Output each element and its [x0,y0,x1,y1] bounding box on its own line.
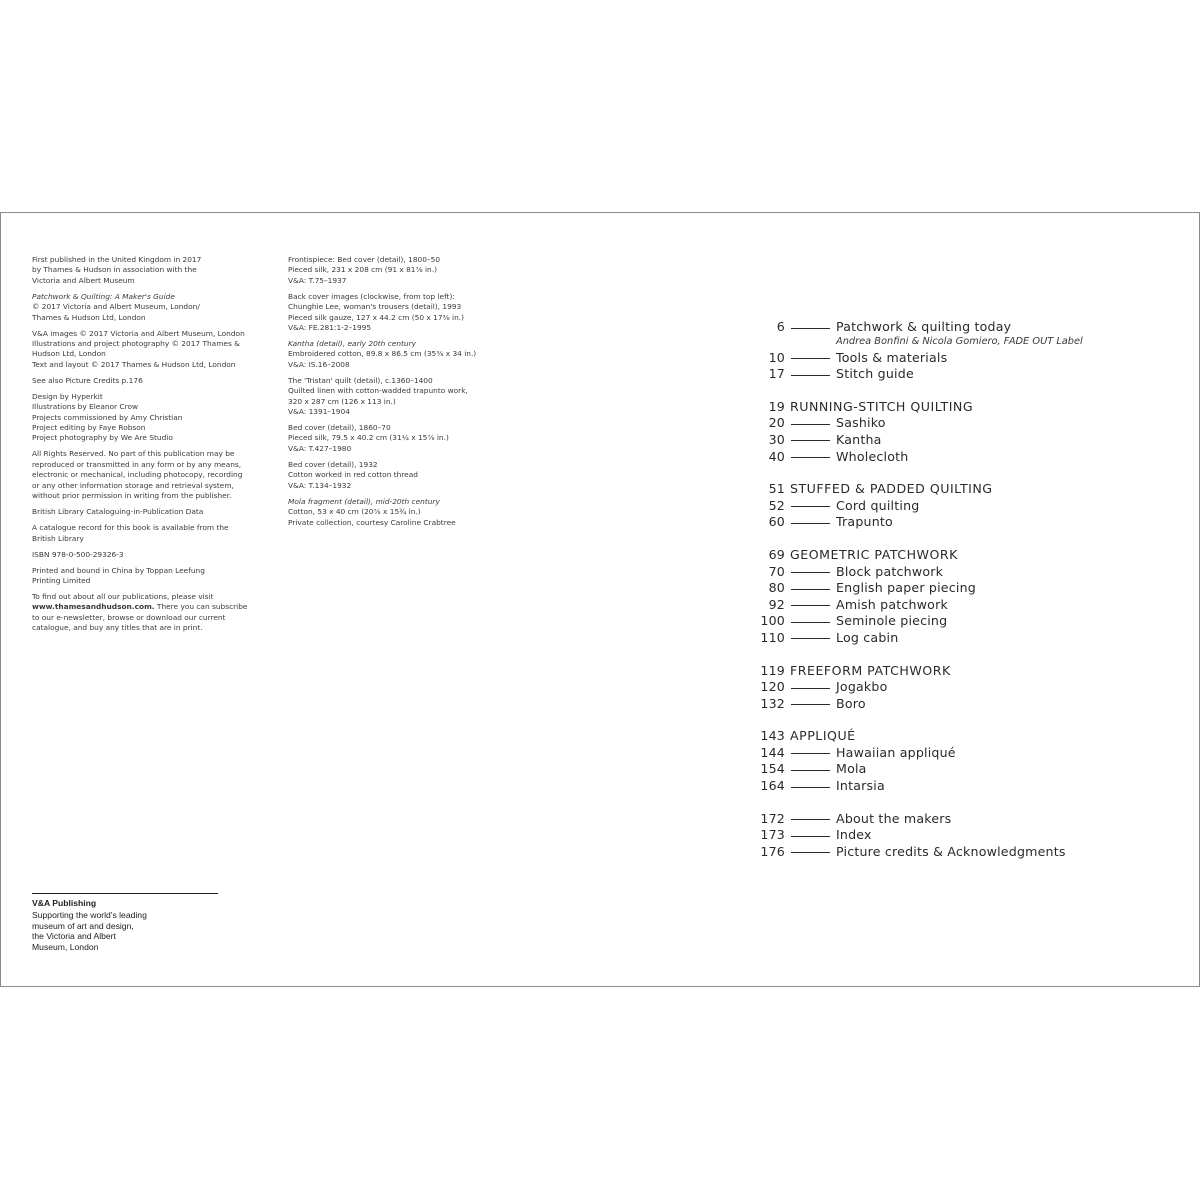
toc-page-number: 30 [768,431,785,447]
toc-entry [749,498,1169,515]
toc-entry-title: Intarsia [836,778,885,794]
toc-leader-rule [791,605,830,606]
table-of-contents [749,319,1169,860]
toc-entry-title: About the makers [836,810,952,826]
imprint-line: museum of art and design, [32,920,134,931]
colophon-line: Text and layout © 2017 Thames & Hudson Ltd, London [32,359,236,369]
credit-paragraph [288,255,518,286]
toc-entry [749,761,1169,778]
toc-leader-rule [791,440,830,441]
toc-entry [749,630,1169,647]
colophon-line: Printed and bound in China by Toppan Leefung [32,565,205,575]
colophon-line: catalogue, and buy any titles that are in print. [32,623,203,633]
toc-entry [749,449,1169,466]
toc-entry [749,827,1169,844]
toc-entry-title: Mola [836,761,867,777]
toc-entry [749,778,1169,795]
toc-entry [749,319,1169,336]
toc-page-number: 69 [768,546,785,562]
toc-entry [749,415,1169,432]
toc-page-number: 119 [760,662,785,678]
toc-page-number: 70 [768,563,785,579]
toc-page-number: 10 [768,349,785,365]
toc-leader-rule [791,572,830,573]
credit-line: The 'Tristan' quilt (detail), c.1360–1400 [288,375,433,385]
toc-page-number: 17 [768,366,785,382]
toc-section [749,481,1169,531]
toc-entry [749,597,1169,614]
colophon-line: A catalogue record for this book is available from the [32,523,229,533]
colophon-line: Design by Hyperkit [32,391,103,401]
credit-line: Private collection, courtesy Caroline Crabtree [288,517,456,527]
credit-paragraph [288,423,518,454]
toc-leader-rule [791,622,830,623]
toc-section [749,547,1169,647]
toc-page-number: 51 [768,481,785,497]
toc-section-heading [749,481,1169,498]
imprint-line: Museum, London [32,941,99,952]
colophon-line: by Thames & Hudson in association with the [32,265,197,275]
colophon-paragraph [32,449,252,501]
colophon-line: Project photography by We Are Studio [32,433,173,443]
colophon-paragraph [32,523,252,544]
toc-entry-title: Seminole piecing [836,613,948,629]
toc-page-number: 92 [768,596,785,612]
colophon-line: V&A images © 2017 Victoria and Albert Museum, London [32,328,245,338]
colophon-paragraph [32,392,252,444]
toc-entry-title: Patchwork & quilting today [836,319,1012,334]
toc-section-title: FREEFORM PATCHWORK [790,662,951,678]
toc-page-number: 176 [760,843,785,859]
toc-entry [749,580,1169,597]
credit-paragraph [288,292,518,334]
toc-section-heading [749,663,1169,680]
toc-entry-title: English paper piecing [836,580,976,596]
colophon-line: British Library [32,533,84,543]
colophon-line: www.thamesandhudson.com. There you can subscribe [32,602,248,612]
toc-entry [749,432,1169,449]
credit-line: Bed cover (detail), 1932 [288,459,378,469]
credit-line: V&A: T.75–1937 [288,275,347,285]
toc-entry-title: Boro [836,695,866,711]
credit-line: Quilted linen with cotton-wadded trapunto work, [288,386,468,396]
colophon-line: to our e-newsletter, browse or download our current [32,612,226,622]
toc-entry [749,366,1169,383]
colophon-line: Hudson Ltd, London [32,349,106,359]
colophon-line: reproduced or transmitted in any form or by any means, [32,459,242,469]
colophon-line: Projects commissioned by Amy Christian [32,412,183,422]
colophon-line: First published in the United Kingdom in 2017 [32,255,202,264]
toc-page-number: 100 [760,613,785,629]
toc-section [749,319,1169,383]
credit-line: Pieced silk gauze, 127 x 44.2 cm (50 x 17⅜ in.) [288,312,465,322]
toc-page-number: 154 [760,761,785,777]
toc-leader-rule [791,506,830,507]
colophon-line: To find out about all our publications, please visit [32,591,214,601]
toc-page-number: 110 [760,629,785,645]
toc-section-title: APPLIQUÉ [790,728,856,744]
colophon-line: Illustrations and project photography © 2017 Thames & [32,339,240,349]
toc-entry-title: Sashiko [836,415,886,431]
credit-paragraph [288,339,518,370]
toc-entry-title: Wholecloth [836,448,909,464]
toc-leader-rule [791,375,830,376]
toc-entry [749,811,1169,828]
toc-section-heading [749,399,1169,416]
colophon-line: Illustrations by Eleanor Crow [32,402,139,412]
toc-leader-rule [791,457,830,458]
toc-page-number: 52 [768,497,785,513]
credit-line: V&A: T.427–1980 [288,443,352,453]
colophon-paragraph [32,376,252,386]
toc-page-number: 172 [760,810,785,826]
toc-entry-title: Log cabin [836,629,899,645]
toc-entry-title: Trapunto [836,514,893,530]
credit-line: Back cover images (clockwise, from top left): [288,291,455,301]
colophon-paragraph [32,550,252,560]
credit-line: Frontispiece: Bed cover (detail), 1800–50 [288,255,441,264]
toc-section-heading [749,728,1169,745]
toc-page-number: 164 [760,778,785,794]
credit-line: Pieced silk, 79.5 x 40.2 cm (31¼ x 15⅞ in.) [288,433,449,443]
credit-line: V&A: 1391–1904 [288,407,350,417]
toc-page-number: 20 [768,415,785,431]
toc-leader-rule [791,753,830,754]
toc-page-number: 173 [760,827,785,843]
credit-line: Cotton worked in red cotton thread [288,470,418,480]
credit-paragraph [288,497,518,528]
toc-section [749,728,1169,794]
colophon-line: Project editing by Faye Robson [32,423,146,433]
toc-entry [749,844,1169,861]
publisher-imprint [32,893,218,952]
toc-section-heading [749,547,1169,564]
colophon-paragraph [32,592,252,634]
toc-entry [749,564,1169,581]
toc-entry [749,696,1169,713]
colophon-line: Victoria and Albert Museum [32,275,135,285]
toc-byline-text: Andrea Bonfini & Nicola Gomiero, FADE OUT Label [836,335,1083,347]
toc-entry [749,613,1169,630]
colophon-paragraph [32,507,252,517]
toc-leader-rule [791,787,830,788]
credit-line: Chunghie Lee, woman's trousers (detail), 1993 [288,302,462,312]
toc-leader-rule [791,358,830,359]
toc-leader-rule [791,704,830,705]
colophon-line: without prior permission in writing from the publisher. [32,491,232,501]
toc-page-number: 143 [760,728,785,744]
toc-leader-rule [791,770,830,771]
toc-section-title: GEOMETRIC PATCHWORK [790,546,958,562]
image-credits-column [288,255,518,534]
toc-page-number: 132 [760,695,785,711]
colophon-line: British Library Cataloguing-in-Publication Data [32,507,204,517]
toc-section [749,399,1169,465]
toc-page-number: 80 [768,580,785,596]
colophon-line: Patchwork & Quilting: A Maker's Guide [32,291,175,301]
toc-entry-title: Kantha [836,431,882,447]
toc-entry [749,514,1169,531]
toc-leader-rule [791,328,830,329]
colophon-paragraph [32,292,252,323]
credit-line: Mola fragment (detail), mid-20th century [288,496,440,506]
toc-leader-rule [791,589,830,590]
toc-entry-byline [749,335,1169,350]
toc-leader-rule [791,852,830,853]
toc-page-number: 6 [776,319,785,334]
toc-page-number: 40 [768,448,785,464]
colophon-line: All Rights Reserved. No part of this publication may be [32,449,235,459]
toc-leader-rule [791,836,830,837]
colophon-line: ISBN 978-0-500-29326-3 [32,549,124,559]
toc-entry-title: Amish patchwork [836,596,948,612]
toc-page-number: 60 [768,514,785,530]
colophon-paragraph [32,255,252,286]
toc-entry-title: Hawaiian appliqué [836,744,956,760]
toc-page-number: 144 [760,744,785,760]
toc-page-number: 19 [768,398,785,414]
toc-entry [749,679,1169,696]
toc-entry [749,745,1169,762]
toc-entry-title: Jogakbo [836,679,888,695]
toc-entry [749,350,1169,367]
credit-paragraph [288,460,518,491]
toc-section-title: STUFFED & PADDED QUILTING [790,481,993,497]
toc-leader-rule [791,688,830,689]
toc-entry-title: Stitch guide [836,366,914,382]
toc-section [749,663,1169,713]
colophon-line: electronic or mechanical, including photocopy, recording [32,470,243,480]
toc-entry-title: Tools & materials [836,349,948,365]
colophon-line: or any other information storage and retrieval system, [32,480,234,490]
toc-leader-rule [791,523,830,524]
colophon-line: Thames & Hudson Ltd, London [32,312,146,322]
colophon-paragraph [32,566,252,587]
colophon-line: Printing Limited [32,575,91,585]
credit-paragraph [288,376,518,418]
credit-line: 320 x 287 cm (126 x 113 in.) [288,396,396,406]
credit-line: Bed cover (detail), 1860–70 [288,423,391,433]
toc-page-number: 120 [760,679,785,695]
toc-entry-title: Block patchwork [836,563,944,579]
credit-line: Cotton, 53 x 40 cm (20⅞ x 15¾ in.) [288,507,421,517]
credit-line: Pieced silk, 231 x 208 cm (91 x 81⅞ in.) [288,265,437,275]
credit-line: Embroidered cotton, 89.8 x 86.5 cm (35⅜ x 34 in.) [288,349,477,359]
imprint-title: V&A Publishing [32,898,97,908]
toc-section-title: RUNNING-STITCH QUILTING [790,398,974,414]
toc-leader-rule [791,424,830,425]
colophon-line: © 2017 Victoria and Albert Museum, London/ [32,302,200,312]
imprint-line: Supporting the world's leading [32,910,147,921]
credit-line: Kantha (detail), early 20th century [288,339,417,349]
credit-line: V&A: T.134–1932 [288,480,352,490]
book-spread [0,212,1200,987]
credit-line: V&A: IS.16–2008 [288,359,350,369]
toc-entry-title: Cord quilting [836,497,920,513]
colophon-paragraph [32,329,252,371]
credit-line: V&A: FE.281:1-2–1995 [288,323,372,333]
toc-leader-rule [791,819,830,820]
colophon-column [32,255,252,639]
colophon-line: See also Picture Credits p.176 [32,375,143,385]
imprint-line: the Victoria and Albert [32,931,116,942]
toc-leader-rule [791,638,830,639]
toc-entry-title: Index [836,827,872,843]
toc-entry-title: Picture credits & Acknowledgments [836,843,1066,859]
toc-section [749,811,1169,861]
